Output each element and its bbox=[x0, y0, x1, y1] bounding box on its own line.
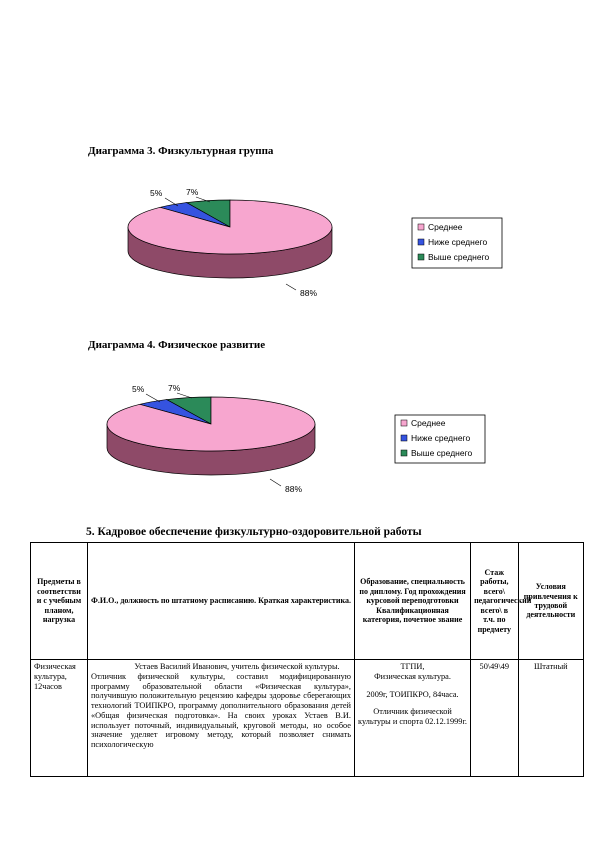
staff-table bbox=[30, 542, 584, 777]
pct-label-below: 5% bbox=[150, 188, 163, 198]
slice-average bbox=[107, 397, 315, 451]
cell-conditions: Штатный bbox=[518, 660, 583, 777]
education-line: Отличник физической культуры и спорта 02.12.1999г. bbox=[358, 707, 467, 727]
education-line: Физическая культура. bbox=[374, 671, 451, 681]
table-row bbox=[31, 660, 584, 777]
pct-label-above: 7% bbox=[168, 383, 181, 393]
leader-line bbox=[146, 394, 160, 402]
teacher-name: Устаев Василий Иванович, учитель физической культуры. bbox=[134, 662, 340, 671]
education-line: 2009г, ТОИПКРО, 84часа. bbox=[366, 689, 459, 699]
legend-swatch-above bbox=[418, 254, 424, 260]
diagram-3-legend bbox=[412, 218, 502, 268]
education-line: ТГПИ, bbox=[400, 662, 425, 671]
diagram-3-caption: Диаграмма 3. Физкультурная группа bbox=[88, 145, 274, 157]
leader-line bbox=[270, 479, 281, 486]
legend-swatch-below bbox=[418, 239, 424, 245]
legend-label-above: Выше среднего bbox=[428, 252, 490, 262]
header-name: Ф.И.О., должность по штатному расписанию. Краткая характеристика. bbox=[87, 543, 354, 660]
legend-label-average: Среднее bbox=[428, 222, 463, 232]
table-header-row bbox=[31, 543, 584, 660]
pct-label-below: 5% bbox=[132, 384, 145, 394]
slice-average bbox=[128, 200, 332, 254]
pct-label-average: 88% bbox=[300, 288, 318, 298]
diagram-4-legend bbox=[395, 415, 485, 463]
legend-swatch-above bbox=[401, 450, 407, 456]
cell-description bbox=[87, 660, 354, 777]
legend-label-below: Ниже среднего bbox=[428, 237, 488, 247]
header-conditions: Условия привлечения к трудовой деятельности bbox=[518, 543, 583, 660]
diagram-4-caption: Диаграмма 4. Физическое развитие bbox=[88, 339, 266, 351]
legend-label-below: Ниже среднего bbox=[411, 433, 471, 443]
cell-subject: Физическая культура, 12часов bbox=[31, 660, 88, 777]
legend-swatch-average bbox=[418, 224, 424, 230]
header-experience: Стаж работы, всего\ педагогический всего\ в т.ч. по предмету bbox=[471, 543, 518, 660]
cell-experience: 50\49\49 bbox=[471, 660, 518, 777]
header-subject: Предметы в соответстви и с учебным планом, нагрузка bbox=[31, 543, 88, 660]
leader-line bbox=[286, 284, 296, 290]
legend-swatch-below bbox=[401, 435, 407, 441]
teacher-description: Отличник физической культуры, составил модифицированную программу образовательной области «Физическая культура», получившую положительную рецензию кафедры здоровье сберегающих технологий ТОИПКРО, программу дополнительного образования детей «Общая физическая подготовка». На своих уроках Устаев В.И. использует поточный, индивидуальный, круговой методы, но особое значение уделяет игровому методу, который позволяет снимать психологическую bbox=[90, 671, 351, 750]
diagram-4-chart bbox=[0, 365, 595, 500]
cell-education bbox=[354, 660, 470, 777]
legend-label-average: Среднее bbox=[411, 418, 446, 428]
pct-label-average: 88% bbox=[285, 484, 303, 494]
header-education: Образование, специальность по диплому. Год прохождения курсовой переподготовки Квалификационная категория, почетное звание bbox=[354, 543, 470, 660]
diagram-3-pie bbox=[128, 200, 332, 278]
pct-label-above: 7% bbox=[186, 187, 199, 197]
legend-swatch-average bbox=[401, 420, 407, 426]
leader-line bbox=[177, 393, 192, 398]
legend-label-above: Выше среднего bbox=[411, 448, 473, 458]
diagram-4-pie bbox=[107, 397, 315, 475]
section-title: 5. Кадровое обеспечение физкультурно-оздоровительной работы bbox=[86, 526, 422, 538]
diagram-3-chart bbox=[0, 170, 595, 305]
